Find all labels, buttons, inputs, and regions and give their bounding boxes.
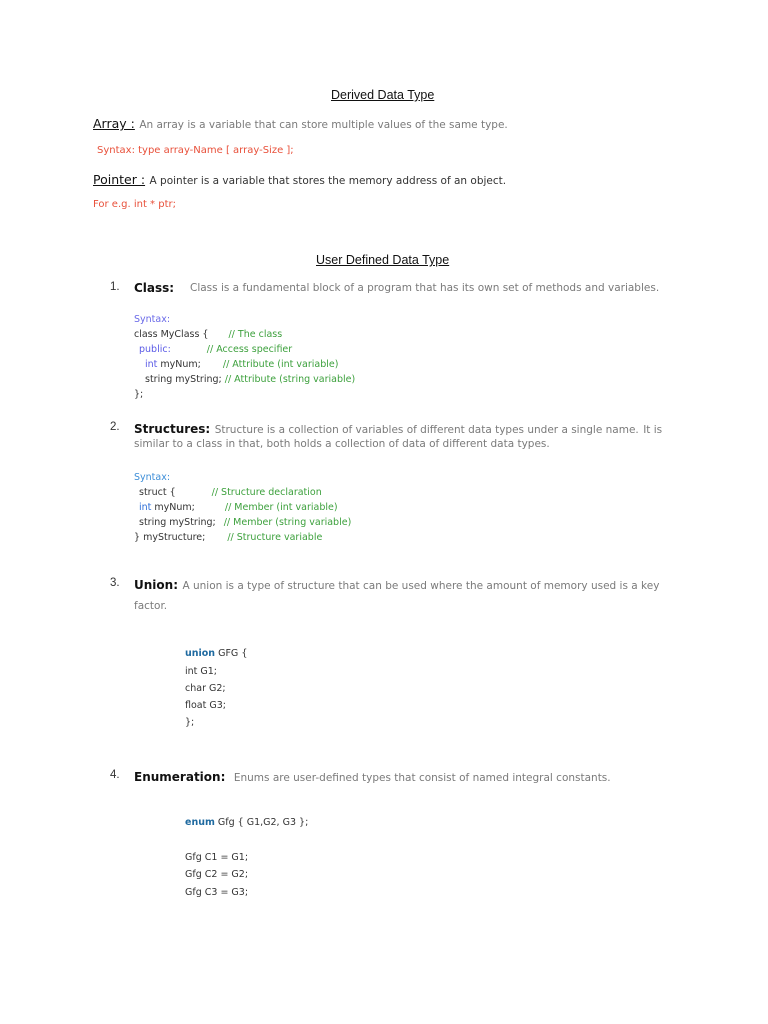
union-code-keyword: union [185,648,216,659]
derived-heading: Derived Data Type [331,88,435,102]
union-desc: A union is a type of structure that can be used where the amount of memory used is a key [182,580,660,592]
structures-code-comment: // Member (int variable) [224,502,338,513]
class-code-keyword: int [145,359,158,370]
enum-code-text: Gfg { G1,G2, G3 }; [217,817,309,828]
union-desc-line2: factor. [134,600,168,612]
class-code-comment: // Attribute (string variable) [224,374,356,385]
pointer-desc: A pointer is a variable that stores the memory address of an object. [149,175,507,187]
union-code-line: float G3; [185,700,226,711]
structures-desc: Structure is a collection of variables of different data types under a single name. [214,424,639,436]
enum-code-line: Gfg C1 = G1; [185,852,249,863]
union-term: Union: [134,578,178,592]
class-code-keyword: public: [139,344,171,355]
class-code-line: myNum; [160,359,201,370]
class-code-comment: // Access specifier [206,344,293,355]
array-definition [93,115,508,133]
user-defined-heading: User Defined Data Type [316,253,450,267]
enum-code-line: Gfg C3 = G3; [185,887,249,898]
enum-code-line: Gfg C2 = G2; [185,869,249,880]
structures-code-comment: // Structure declaration [211,487,322,498]
union-code-text: GFG { [218,648,248,659]
structures-number: 2. [110,421,120,433]
union-code-line: char G2; [185,683,226,694]
structures-term: Structures: [134,422,211,436]
enumeration-definition [134,768,611,786]
structures-code-line: struct { [139,487,176,498]
structures-desc-tail: It is [643,424,663,436]
class-code-line: string myString; [145,374,222,385]
enumeration-number: 4. [110,769,120,781]
array-term: Array : [93,116,135,131]
class-number: 1. [110,281,120,293]
structures-code-line: myNum; [154,502,195,513]
class-desc: Class is a fundamental block of a program that has its own set of methods and variables. [190,282,660,294]
class-term: Class: [134,281,175,295]
enum-code-keyword: enum [185,817,215,828]
pointer-term: Pointer : [93,172,146,187]
class-syntax-label: Syntax: [134,314,171,325]
class-code-line: }; [134,389,144,400]
structures-desc-line2: similar to a class in that, both holds a collection of data of different data types. [134,438,550,450]
structures-code-line: } myStructure; [134,532,206,543]
enumeration-desc: Enums are user-defined types that consist of named integral constants. [233,772,611,784]
array-syntax: Syntax: type array-Name [ array-Size ]; [97,145,294,156]
enum-code-line [185,817,308,828]
structures-code-keyword: int [139,502,152,513]
structures-syntax-label: Syntax: [134,472,171,483]
class-code-line: class MyClass { [134,329,209,340]
union-code-line: }; [185,717,195,728]
structures-code-block [134,470,351,545]
structures-code-comment: // Structure variable [227,532,323,543]
structures-definition [134,420,662,438]
array-desc: An array is a variable that can store multiple values of the same type. [139,119,508,131]
union-code-line [185,648,247,659]
pointer-example: For e.g. int * ptr; [93,199,176,210]
structures-code-line: string myString; [139,517,216,528]
class-code-block [134,312,355,402]
pointer-definition [93,171,506,189]
union-number: 3. [110,577,120,589]
structures-code-comment: // Member (string variable) [223,517,352,528]
enumeration-term: Enumeration: [134,770,226,784]
class-code-comment: // Attribute (int variable) [222,359,339,370]
class-code-comment: // The class [228,329,283,340]
union-definition [134,576,659,594]
union-code-line: int G1; [185,666,218,677]
